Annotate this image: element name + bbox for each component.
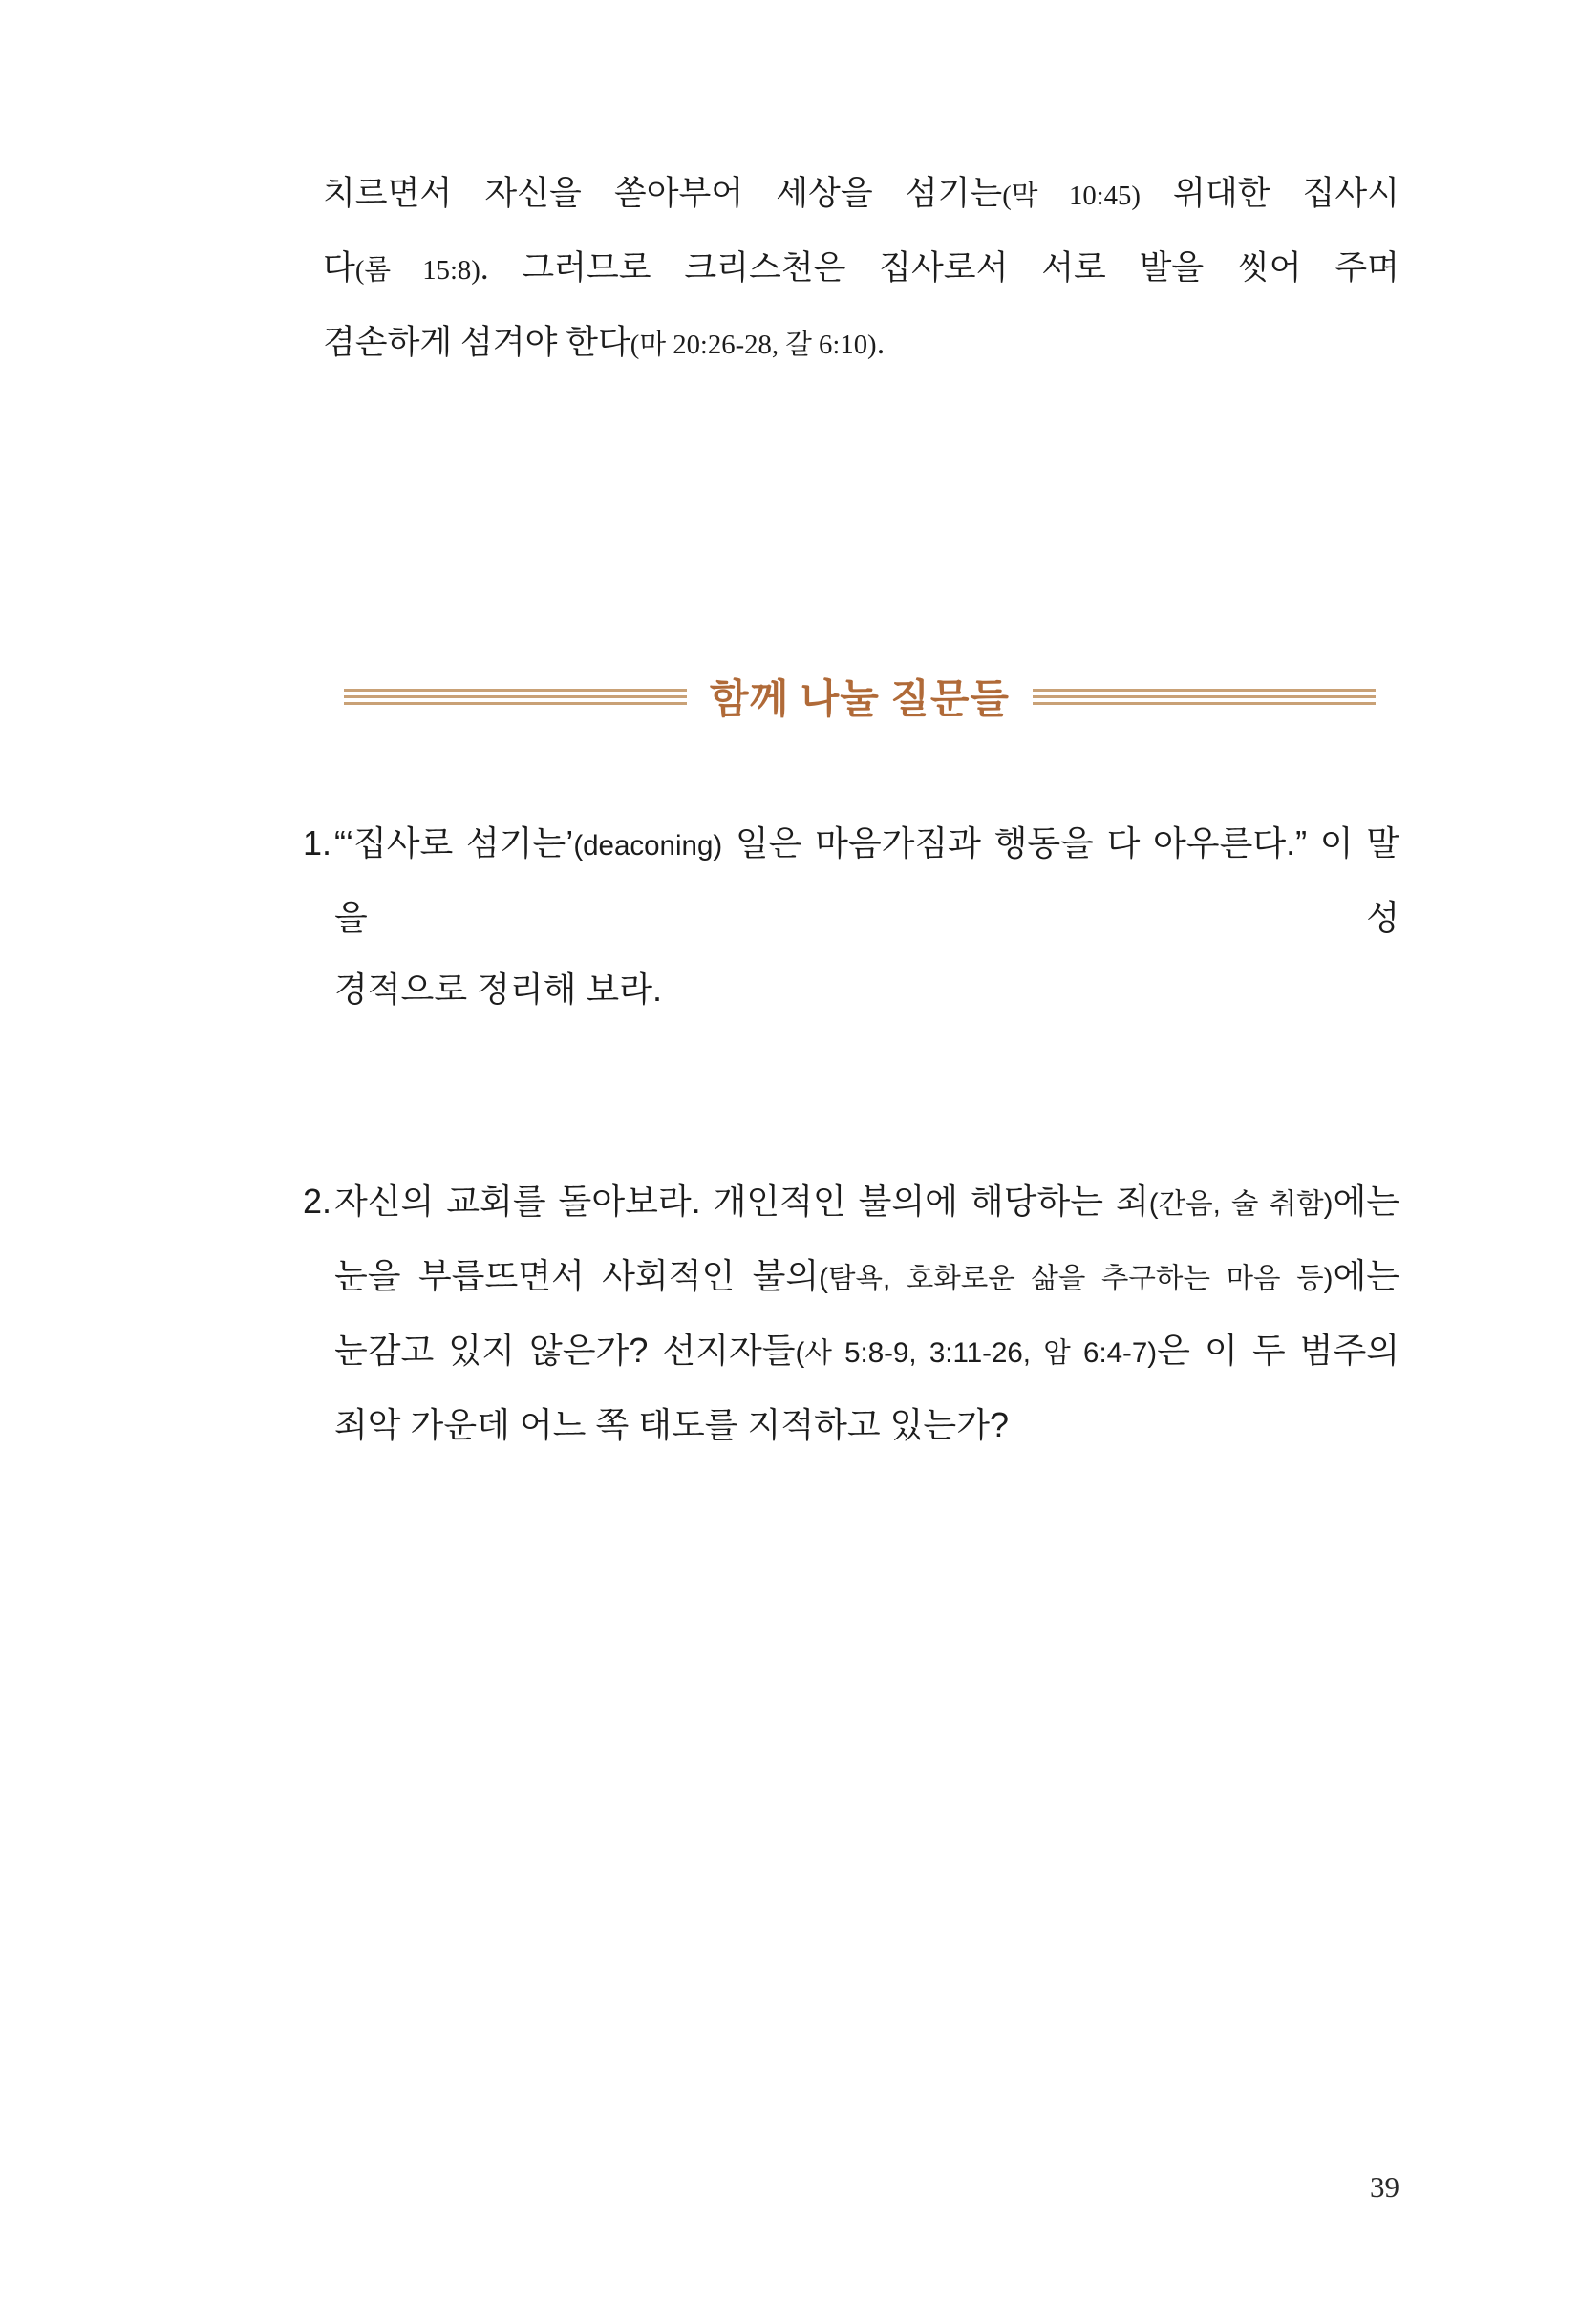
- text-run: 위대한 집사시: [1140, 175, 1399, 212]
- question-number: 1.: [303, 823, 332, 863]
- question-text: [334, 1165, 1399, 1460]
- text-run: “‘집사로 섬기는’: [334, 823, 574, 863]
- decorative-rule-left: [344, 689, 687, 705]
- text-run: 눈감고 있지 않은가? 선지자들: [334, 1331, 796, 1370]
- question-number: 2.: [303, 1182, 332, 1221]
- question-line: [334, 1389, 1399, 1460]
- intro-paragraph: [323, 158, 1399, 381]
- question-text: [334, 807, 1399, 1025]
- text-run: 에는: [1333, 1256, 1399, 1295]
- decorative-rule-right: [1033, 689, 1376, 705]
- text-run: 에는: [1333, 1182, 1399, 1221]
- paragraph-line: [323, 158, 1399, 232]
- question-line: [334, 1165, 1399, 1240]
- text-run: 죄악 가운데 어느 쪽 태도를 지적하고 있는가?: [334, 1405, 1010, 1444]
- reference-note: (탐욕, 호화로운 삶을 추구하는 마음 등): [819, 1263, 1334, 1294]
- questions-list: [303, 807, 1399, 1460]
- text-run: 치르면서 자신을 쏟아부어 세상을 섬기는: [323, 175, 1003, 212]
- reference-note: (간음, 술 취함): [1148, 1188, 1334, 1220]
- reference-note: (마 20:26-28, 갈 6:10): [630, 330, 877, 360]
- text-run: . 그러므로 크리스천은 집사로서 서로 발을 씻어 주며: [480, 249, 1399, 287]
- reference-note: (롬 15:8): [354, 255, 480, 286]
- text-run: 자신의 교회를 돌아보라. 개인적인 불의에 해당하는 죄: [334, 1182, 1149, 1221]
- reference-note: (사 5:8-9, 3:11-26, 암 6:4-7): [795, 1337, 1158, 1369]
- text-run: .: [876, 324, 886, 361]
- section-header: [344, 672, 1376, 721]
- section-title: 함께 나눌 질문들: [710, 678, 1011, 722]
- question-item: [303, 1165, 1399, 1460]
- question-line: [334, 807, 1399, 953]
- question-item: [303, 807, 1399, 1025]
- text-run: 겸손하게 섬겨야 한다: [323, 324, 630, 361]
- text-run: 경적으로 정리해 보라.: [334, 970, 662, 1009]
- text-run: 눈을 부릅뜨면서 사회적인 불의: [334, 1256, 820, 1295]
- page-number: 39: [1370, 2170, 1399, 2204]
- text-run: 일은 마음가짐과 행동을 다 아우른다.” 이 말을 성: [334, 823, 1399, 937]
- reference-note: (deaconing): [573, 830, 723, 862]
- paragraph-line: [323, 232, 1399, 307]
- question-line: [334, 1240, 1399, 1314]
- text-run: 다: [323, 249, 355, 287]
- question-line: [334, 953, 1399, 1025]
- question-line: [334, 1314, 1399, 1389]
- paragraph-line: [323, 307, 1399, 381]
- text-run: 은 이 두 범주의: [1157, 1331, 1399, 1370]
- reference-note: (막 10:45): [1002, 181, 1141, 211]
